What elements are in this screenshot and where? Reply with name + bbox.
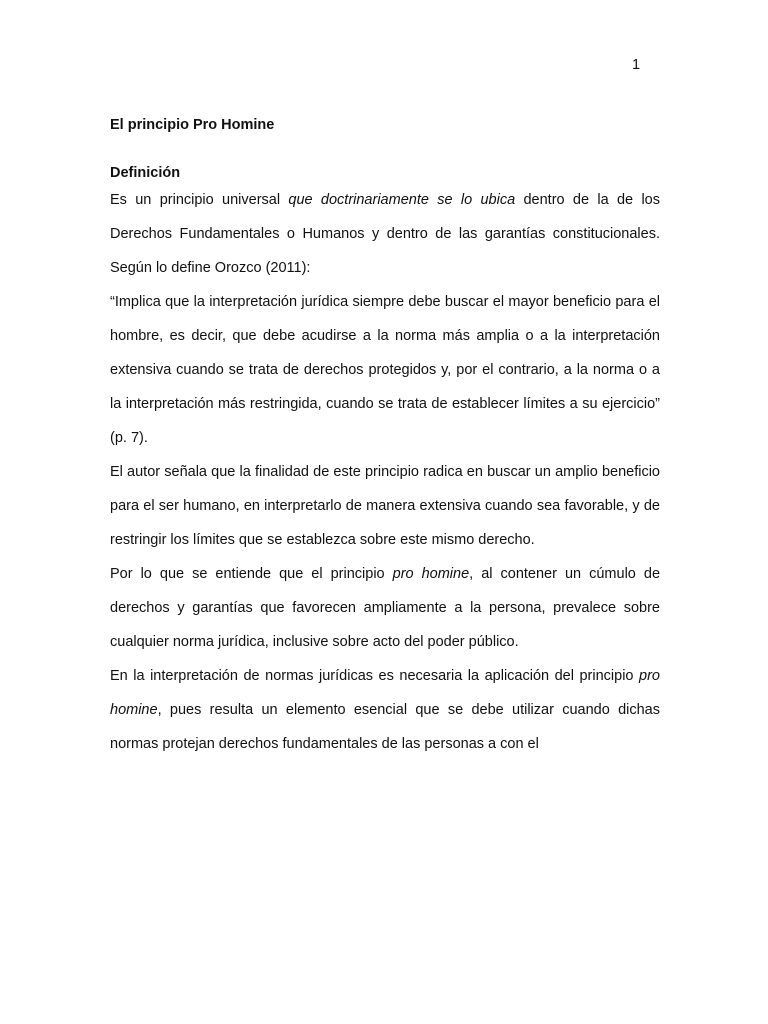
document-title: El principio Pro Homine — [110, 117, 275, 133]
paragraph-5-text-end: , pues resulta un elemento esencial que se debe utilizar cuando dichas normas protejan derechos fundamentales de las personas a con el — [110, 702, 660, 752]
paragraph-4-italic: pro homine — [392, 566, 470, 582]
paragraph-1-text-end: dentro de la de los Derechos Fundamentales o Humanos y dentro de las garantías constitucionales. Según lo define Orozco (2011): — [110, 192, 660, 276]
paragraph-3: El autor señala que la finalidad de este principio radica en buscar un amplio beneficio para el ser humano, en interpretarlo de manera extensiva cuando sea favorable, y de restringir los límites que se establezca sobre este mismo derecho. — [110, 464, 660, 548]
paragraph-4 — [110, 557, 660, 659]
page-number: 1 — [631, 57, 641, 73]
paragraph-1-text: Es un principio universal — [110, 192, 289, 208]
document-body — [110, 115, 660, 761]
paragraph-1 — [110, 183, 660, 285]
paragraph-1-italic: que doctrinariamente se lo ubica — [288, 192, 516, 208]
paragraph-4-text-end: , al contener un cúmulo de derechos y garantías que favorecen ampliamente a la persona, prevalece sobre cualquier norma jurídica, inclusive sobre acto del poder público. — [110, 566, 661, 650]
paragraph-5-italic: pro homine — [110, 668, 660, 718]
paragraph-5 — [110, 659, 660, 761]
quote-paragraph: “Implica que la interpretación jurídica siempre debe buscar el mayor beneficio para el hombre, es decir, que debe acudirse a la norma más amplia o a la interpretación extensiva cuando se trata de derechos protegidos y, por el contrario, a la norma o a la interpretación más restringida, cuando se trata de establecer límites a su ejercicio” (p. 7). — [110, 294, 660, 446]
section-heading: Definición — [110, 165, 181, 181]
paragraph-4-text: Por lo que se entiende que el principio — [110, 566, 393, 582]
paragraph-5-text: En la interpretación de normas jurídicas es necesaria la aplicación del principio — [110, 668, 640, 684]
